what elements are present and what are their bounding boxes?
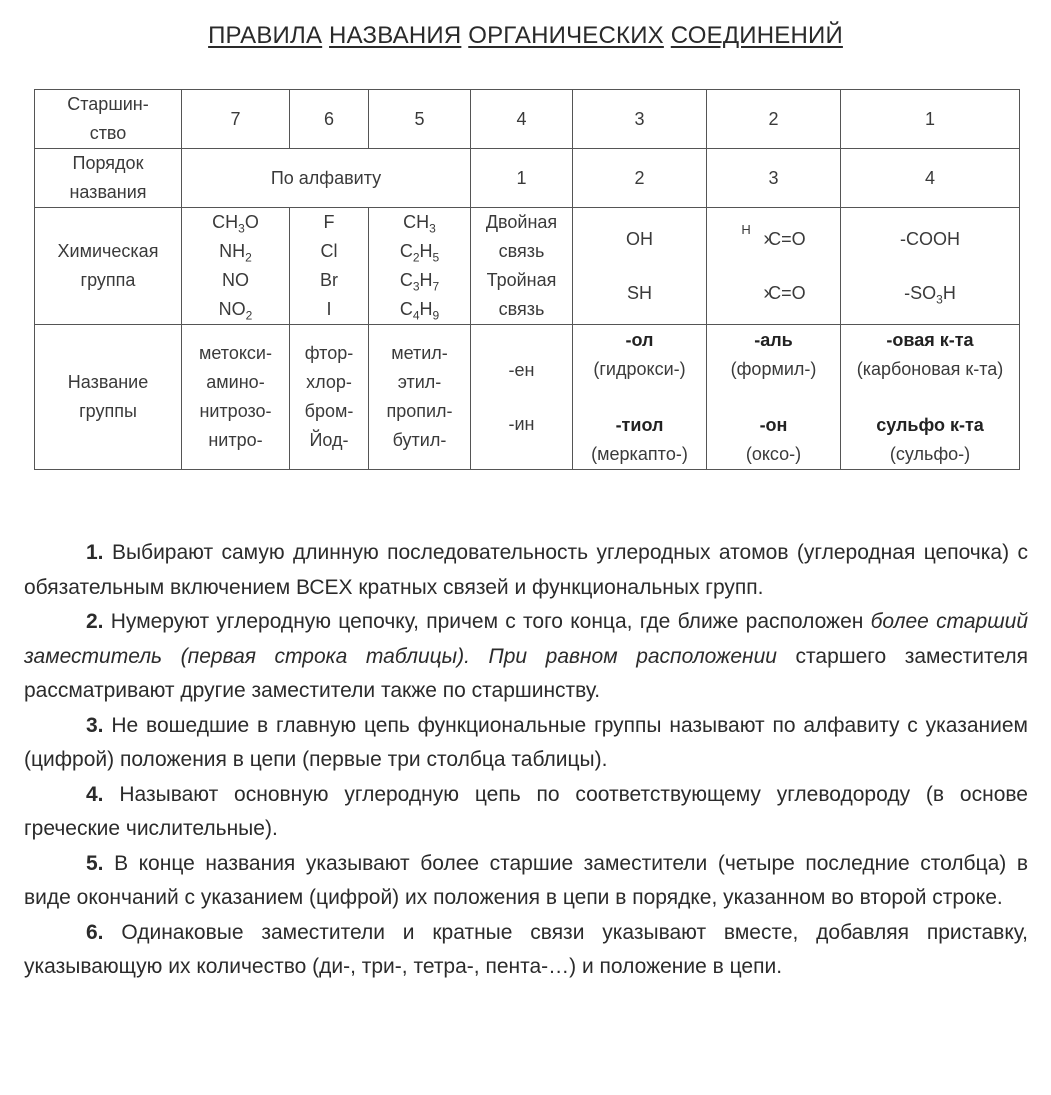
name-cell-4: -ен -ин: [471, 325, 573, 470]
title-word: НАЗВАНИЯ: [329, 22, 462, 49]
table-cell: 4: [471, 90, 573, 149]
table-cell: 6: [290, 90, 369, 149]
table-cell: 1: [841, 90, 1020, 149]
title-word: ОРГАНИЧЕСКИХ: [468, 22, 664, 49]
rule-paragraph: 5. В конце названия указывают более старшие заместители (четыре последние столбца) в виде окончаний с указанием (цифрой) их положения в цепи в порядке, указанном во второй строке.: [24, 851, 1028, 909]
table-cell: 5: [369, 90, 471, 149]
row-label: Химическая группа: [35, 208, 182, 325]
table-cell: 4: [841, 149, 1020, 208]
row-label: Название группы: [35, 325, 182, 470]
rule-paragraph: 1. Выбирают самую длинную последовательность углеродных атомов (углеродная цепочка) с обязательным включением ВСЕХ кратных связей и функциональных групп.: [24, 541, 1028, 599]
group-cell-2: H ›C=O ›C=O: [707, 208, 841, 325]
row-label: Порядок названия: [35, 149, 182, 208]
rule-paragraph: 4. Называют основную углеродную цепь по соответствующему углеводороду (в основе греческие числительные).: [24, 782, 1028, 840]
row-label: Старшин- ство: [35, 90, 182, 149]
nomenclature-table: [34, 89, 1020, 470]
table-cell: 2: [573, 149, 707, 208]
alphabet-cell: По алфавиту: [182, 149, 471, 208]
table-cell: 3: [573, 90, 707, 149]
table-cell: 3: [707, 149, 841, 208]
group-row: [35, 208, 1020, 325]
rules-text: [24, 536, 1028, 985]
name-row: [35, 325, 1020, 470]
name-cell-7: метокси- амино- нитрозо- нитро-: [182, 325, 290, 470]
page-title: [0, 22, 1051, 50]
title-word: СОЕДИНЕНИЙ: [670, 22, 843, 49]
group-cell-1: -COOH $-SO_3H$: [841, 208, 1020, 325]
order-row: [35, 149, 1020, 208]
group-cell-3: OH SH: [573, 208, 707, 325]
rule-paragraph: 3. Не вошедшие в главную цепь функциональные группы называют по алфавиту с указанием (цифрой) положения в цепи (первые три столбца таблицы).: [24, 713, 1028, 771]
name-cell-5: метил- этил- пропил- бутил-: [369, 325, 471, 470]
rule-paragraph: 2. Нумеруют углеродную цепочку, причем с того конца, где ближе расположен более старший заместитель (первая строка таблицы). При равном расположении старшего заместителя рассматривают другие заместители также по старшинству.: [24, 610, 1029, 702]
table-cell: 7: [182, 90, 290, 149]
seniority-row: [35, 90, 1020, 149]
rule-paragraph: 6. Одинаковые заместители и кратные связи указывают вместе, добавляя приставку, указывающую их количество (ди-, три-, тетра-, пента-…) и положение в цепи.: [24, 920, 1028, 978]
group-cell-7: $CH_3O$ $NH_2$ NO $NO_2$: [182, 208, 290, 325]
group-cell-4: Двойная связь Тройная связь: [471, 208, 573, 325]
name-cell-2: -аль (формил-) -он (оксо-): [707, 325, 841, 470]
name-cell-1: -овая к-та (карбоновая к-та) сульфо к-та (сульфо-): [841, 325, 1020, 470]
title-word: ПРАВИЛА: [208, 22, 323, 49]
name-cell-6: фтор- хлор- бром- Йод-: [290, 325, 369, 470]
table-cell: 1: [471, 149, 573, 208]
group-cell-6: F Cl Br I: [290, 208, 369, 325]
name-cell-3: -ол (гидрокси-) -тиол (меркаптo-): [573, 325, 707, 470]
group-cell-5: $CH_3$ $C_2H_5$ $C_3H_7$ $C_4H_9$: [369, 208, 471, 325]
table-cell: 2: [707, 90, 841, 149]
